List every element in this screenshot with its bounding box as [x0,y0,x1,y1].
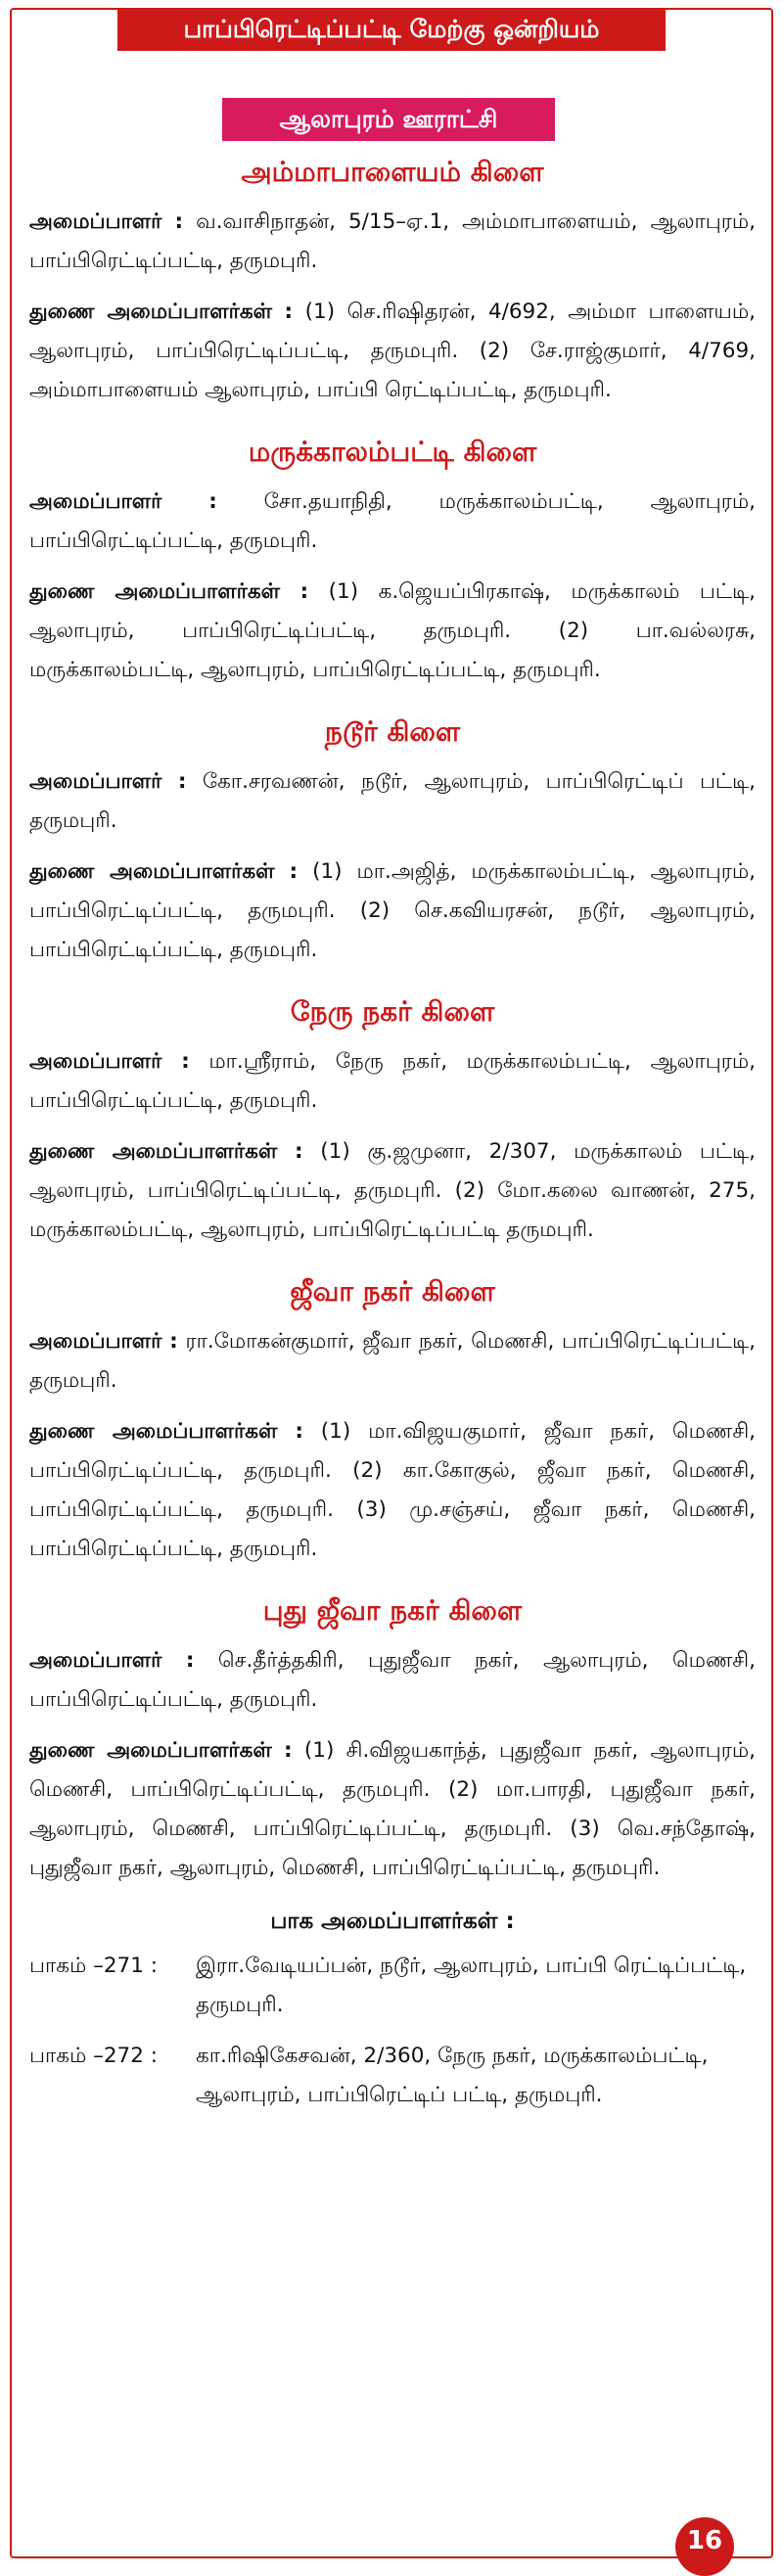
branch-title: ஜீவா நகர் கிளை [290,1275,495,1308]
panchayat-title-banner: ஆலாபுரம் ஊராட்சி [222,98,555,141]
booth-number: பாகம் –271 : [29,1954,158,1978]
deputies-entry [29,1132,756,1250]
deputies-text: (1) மா.அஜித், மருக்காலம்பட்டி, ஆலாபுரம், பாப்பிரெட்டிப்பட்டி, தருமபுரி. (2) செ.கவியரசன், நடூர், ஆலாபுரம், பாப்பிரெட்டிப்பட்டி, தருமபுரி. [29,859,757,962]
deputies-text: (1) செ.ரிஷிதரன், 4/692, அம்மா பாளையம், ஆலாபுரம், பாப்பிரெட்டிப்பட்டி, தருமபுரி. (2) சே.ராஜ்குமார், 4/769, அம்மாபாளையம் ஆலாபுரம், பாப்பி ரெட்டிப்பட்டி, தருமபுரி. [29,299,756,402]
deputies-text: (1) மா.விஜயகுமார், ஜீவா நகர், மெணசி, பாப்பிரெட்டிப்பட்டி, தருமபுரி. (2) கா.கோகுல், ஜீவா நகர், மெணசி, பாப்பிரெட்டிப்பட்டி, தருமபுரி. (3) மு.சஞ்சய், ஜீவா நகர், மெணசி, பாப்பிரெட்டிப்பட்டி, தருமபுரி. [29,1419,756,1561]
leader-label: அமைப்பாளர் [29,1648,162,1673]
separator: : [185,1648,195,1673]
branch-title: நடூர் கிளை [324,715,461,748]
branch-title: அம்மாபாளையம் கிளை [241,156,544,188]
branch-title: மருக்காலம்பட்டி கிளை [248,436,537,468]
deputies-text: (1) கு.ஜமுனா, 2/307, மருக்காலம் பட்டி, ஆலாபுரம், பாப்பிரெட்டிப்பட்டி, தருமபுரி. (2) மோ.கலை வாணன், 275, மருக்காலம்பட்டி, ஆலாபுரம், பாப்பிரெட்டிப்பட்டி தருமபுரி. [29,1139,756,1242]
deputies-label: துணை அமைப்பாளர்கள் [29,1139,278,1164]
main-content [29,142,756,2127]
leader-text: செ.தீர்த்தகிரி, புதுஜீவா நகர், ஆலாபுரம், மெணசி, பாப்பிரெட்டிப்பட்டி, தருமபுரி. [29,1648,756,1712]
page-number-badge: 16 [675,2517,734,2576]
separator: : [284,299,294,324]
branch-block [29,702,756,970]
deputies-text: (1) சி.விஜயகாந்த், புதுஜீவா நகர், ஆலாபுரம், மெணசி, பாப்பிரெட்டிப்பட்டி, தருமபுரி. (2) மா.பாரதி, புதுஜீவா நகர், ஆலாபுரம், மெணசி, பாப்பிரெட்டிப்பட்டி, தருமபுரி. (3) வெ.சந்தோஷ், புதுஜீவா நகர், ஆலாபுரம், மெணசி, பாப்பிரெட்டிப்பட்டி, தருமபுரி. [29,1738,756,1880]
booth-organizer-text: கா.ரிஷிகேசவன், 2/360, நேரு நகர், மருக்காலம்பட்டி, ஆலாபுரம், பாப்பிரெட்டிப் பட்டி, தருமபுரி. [196,2044,709,2107]
branch-title: நேரு நகர் கிளை [290,995,495,1028]
branch-block [29,1581,756,1888]
leader-entry [29,1641,756,1720]
booth-entry [29,2037,756,2115]
separator: : [295,1419,303,1444]
separator: : [208,489,217,514]
booth-entry [29,1947,756,2025]
leader-label: அமைப்பாளர் [29,769,162,794]
leader-text: மா.ஸ்ரீராம், நேரு நகர், மருக்காலம்பட்டி, ஆலாபுரம், பாப்பிரெட்டிப்பட்டி, தருமபுரி. [29,1049,756,1113]
deputies-label: துணை அமைப்பாளர்கள் [29,1419,278,1444]
leader-label: அமைப்பாளர் [29,1329,162,1354]
branch-block [29,142,756,410]
deputies-entry [29,1731,756,1888]
leader-entry [29,483,756,561]
deputies-label: துணை அமைப்பாளர்கள் [29,579,281,604]
booth-number: பாகம் –272 : [29,2044,158,2068]
leader-entry [29,203,756,281]
leader-text: வ.வாசிநாதன், 5/15–ஏ.1, அம்மாபாளையம், ஆலாபுரம், பாப்பிரெட்டிப்பட்டி, தருமபுரி. [29,209,756,273]
deputies-entry [29,852,756,970]
separator: : [169,1329,178,1354]
separator: : [177,769,187,794]
deputies-entry [29,573,756,690]
branch-block [29,422,756,690]
deputies-label: துணை அமைப்பாளர்கள் [29,299,273,324]
separator: : [294,1139,303,1164]
leader-entry [29,762,756,841]
branch-block [29,982,756,1250]
separator: : [284,1738,293,1763]
booth-organizer-text: இரா.வேடியப்பன், நடூர், ஆலாபுரம், பாப்பி ரெட்டிப்பட்டி, தருமபுரி. [196,1954,747,2017]
deputies-entry [29,1412,756,1569]
leader-entry [29,1322,756,1401]
deputies-label: துணை அமைப்பாளர்கள் [29,859,275,884]
deputies-text: (1) க.ஜெயப்பிரகாஷ், மருக்காலம் பட்டி, ஆலாபுரம், பாப்பிரெட்டிப்பட்டி, தருமபுரி. (2) பா.வல்லரசு, மருக்காலம்பட்டி, ஆலாபுரம், பாப்பிரெட்டிப்பட்டி, தருமபுரி. [29,579,756,682]
separator: : [289,859,299,884]
deputies-entry [29,293,756,410]
leader-text: சோ.தயாநிதி, மருக்காலம்பட்டி, ஆலாபுரம், பாப்பிரெட்டிப்பட்டி, தருமபுரி. [29,489,756,553]
leader-label: அமைப்பாளர் [29,489,162,514]
leader-label: அமைப்பாளர் [29,1049,162,1074]
leader-text: ரா.மோகன்குமார், ஜீவா நகர், மெணசி, பாப்பிரெட்டிப்பட்டி, தருமபுரி. [29,1329,756,1393]
deputies-label: துணை அமைப்பாளர்கள் [29,1738,272,1763]
separator: : [174,209,184,234]
leader-text: கோ.சரவணன், நடூர், ஆலாபுரம், பாப்பிரெட்டிப் பட்டி, தருமபுரி. [29,769,756,833]
booth-organizers-heading: பாக அமைப்பாளர்கள் : [270,1909,515,1934]
branch-title: புது ஜீவா நகர் கிளை [262,1594,523,1627]
separator: : [181,1049,190,1074]
branch-block [29,1262,756,1569]
separator: : [299,579,309,604]
leader-entry [29,1042,756,1121]
union-title-banner: பாப்பிரெட்டிப்பட்டி மேற்கு ஒன்றியம் [117,8,666,51]
leader-label: அமைப்பாளர் [29,209,162,234]
